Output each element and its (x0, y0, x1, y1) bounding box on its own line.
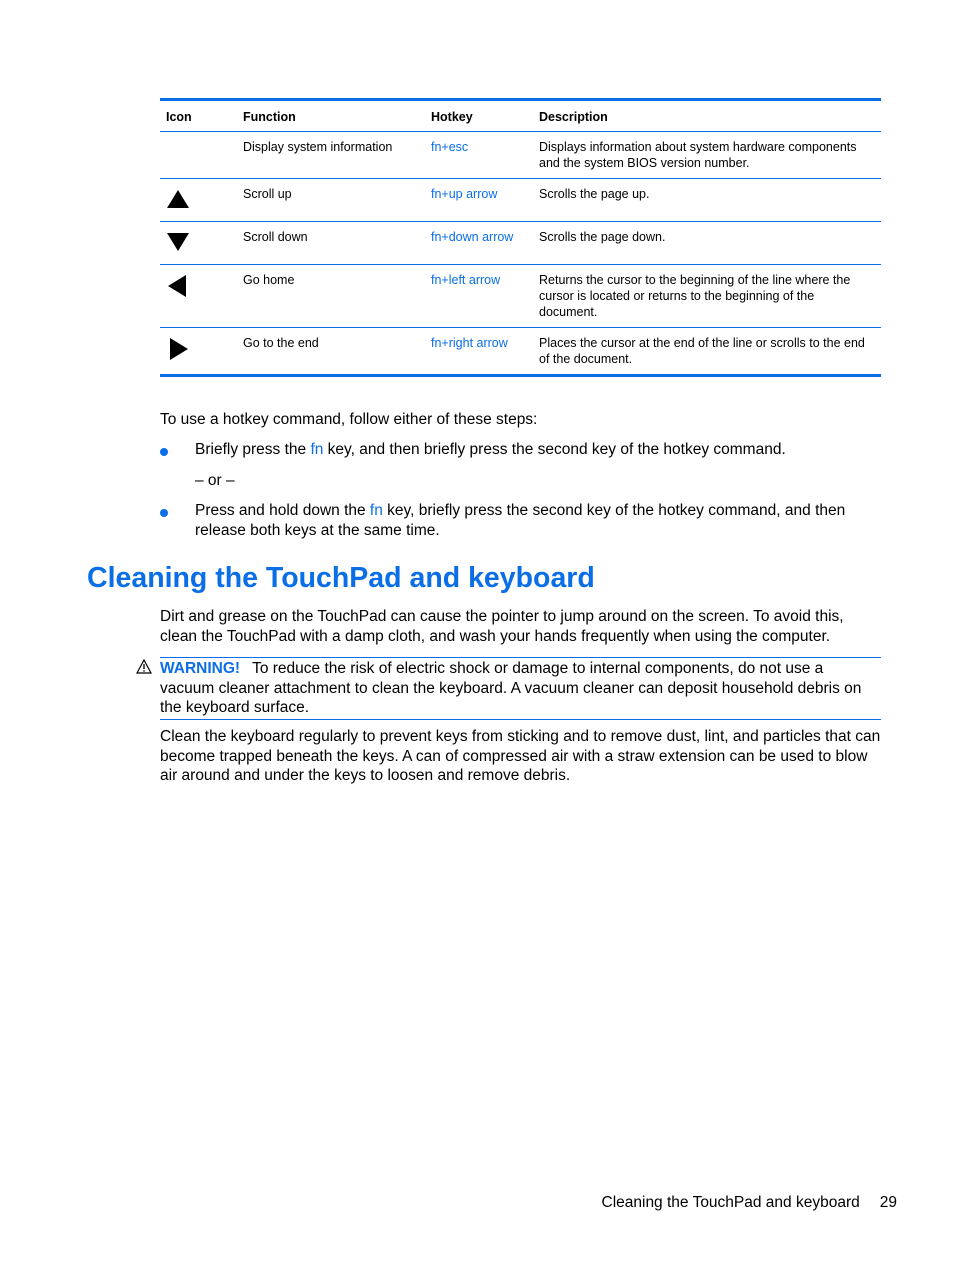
warning-triangle-icon (136, 659, 152, 674)
touchpad-paragraph: Dirt and grease on the TouchPad can cause the pointer to jump around on the screen. To avoid this, clean the TouchPad with a damp cloth, and wash your hands frequently when using the computer. (160, 608, 844, 645)
step-1: Briefly press the fn key, and then briefly press the second key of the hotkey command. (195, 441, 786, 458)
row-function: Scroll up (237, 179, 425, 222)
header-function: Function (237, 100, 425, 132)
warning-text: To reduce the risk of electric shock or damage to internal components, do not use a vacuum cleaner attachment to clean the keyboard. A vacuum cleaner can deposit household debris on the keyboard surface. (160, 660, 862, 716)
table-row (160, 265, 881, 328)
step-2: Press and hold down the fn key, briefly press the second key of the hotkey command, and then release both keys at the same time. (195, 502, 846, 539)
or-separator: – or – (195, 472, 235, 489)
table-header-row (160, 100, 881, 132)
row-function: Go to the end (243, 336, 319, 350)
row-hotkey: fn+esc (425, 132, 533, 179)
header-hotkey: Hotkey (425, 100, 533, 132)
row-icon-cell (160, 328, 237, 376)
warning-label: WARNING! (160, 660, 241, 677)
row-icon-cell (160, 132, 237, 179)
row-hotkey: fn+down arrow (425, 222, 533, 265)
section-title: Cleaning the TouchPad and keyboard (87, 562, 595, 594)
row-icon-cell (160, 265, 237, 328)
row-description: Returns the cursor to the beginning of the line where the cursor is located or returns to the beginning of the document. (533, 265, 881, 328)
table-row (160, 222, 881, 265)
keyboard-paragraph: Clean the keyboard regularly to prevent keys from sticking and to remove dust, lint, and particles that can become trapped beneath the keys. A can of compressed air with a straw extension can be used to blow air around and under the keys to loosen and remove debris. (160, 728, 881, 784)
row-hotkey: fn+right arrow (431, 336, 508, 350)
row-function: Scroll down (237, 222, 425, 265)
row-hotkey: fn+left arrow (425, 265, 533, 328)
row-hotkey: fn+up arrow (425, 179, 533, 222)
steps-intro: To use a hotkey command, follow either of these steps: (160, 411, 538, 428)
page-footer (602, 1193, 898, 1212)
row-description: Displays information about system hardware components and the system BIOS version number. (533, 132, 881, 179)
row-description: Scrolls the page up. (533, 179, 881, 222)
header-description: Description (533, 100, 881, 132)
row-function: Display system information (237, 132, 425, 179)
right-arrow-icon (166, 337, 190, 361)
fn-key: fn (310, 441, 324, 458)
down-arrow-icon (166, 231, 190, 253)
row-icon-cell (160, 222, 237, 265)
header-icon: Icon (160, 100, 237, 132)
warning-box (160, 657, 881, 720)
row-icon-cell (160, 179, 237, 222)
up-arrow-icon (166, 188, 190, 210)
row-function: Go home (237, 265, 425, 328)
bullet-icon (160, 448, 168, 456)
row-description: Scrolls the page down. (533, 222, 881, 265)
hotkey-table (160, 98, 881, 377)
fn-key: fn (369, 502, 383, 519)
bullet-icon (160, 509, 168, 517)
page-number: 29 (879, 1194, 897, 1211)
table-row (160, 132, 881, 179)
table-row (160, 328, 881, 376)
row-description: Places the cursor at the end of the line or scrolls to the end of the document. (539, 336, 865, 366)
table-row (160, 179, 881, 222)
footer-title: Cleaning the TouchPad and keyboard (601, 1194, 860, 1211)
left-arrow-icon (166, 274, 190, 298)
